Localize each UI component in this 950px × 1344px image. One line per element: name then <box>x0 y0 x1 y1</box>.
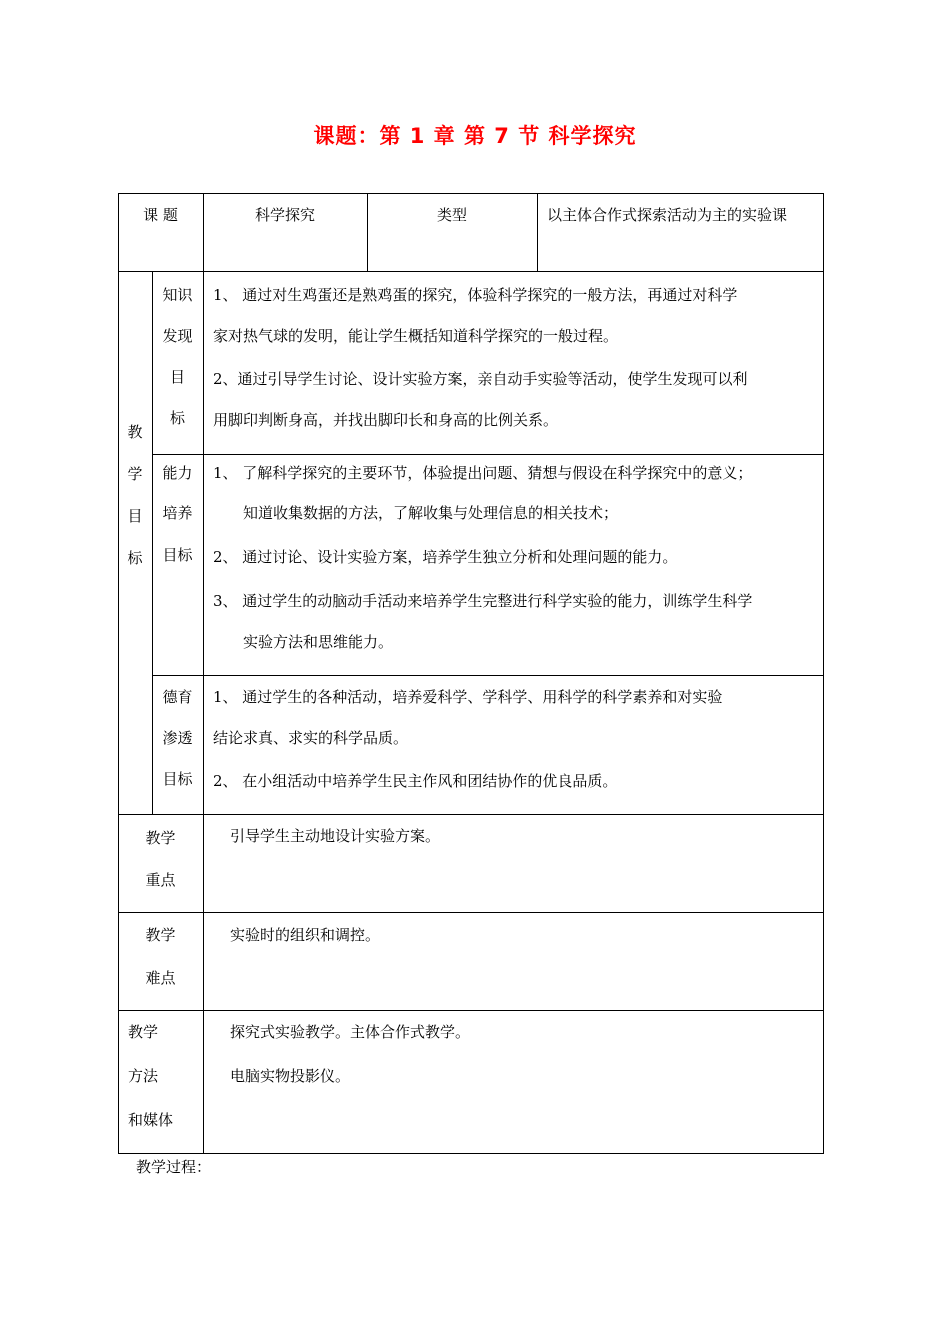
table-divider <box>152 454 824 455</box>
table-divider <box>537 193 538 272</box>
table-border-bottom <box>118 1153 824 1154</box>
knowledge-text-line: 2、通过引导学生讨论、设计实验方案，亲自动手实验等活动，使学生发现可以利 <box>213 370 748 388</box>
table-divider <box>203 271 204 1154</box>
moral-label-line: 渗透 <box>162 729 193 747</box>
process-label: 教学过程： <box>136 1158 212 1176</box>
type-value: 以主体合作式探索活动为主的实验课 <box>547 206 788 224</box>
ability-text-line: 知道收集数据的方法，了解收集与处理信息的相关技术； <box>243 504 619 522</box>
moral-text-line: 结论求真、求实的科学品质。 <box>213 729 409 747</box>
moral-text-line: 1、 通过学生的各种活动，培养爱科学、学科学、用科学的科学素养和对实验 <box>213 688 723 706</box>
goals-label-char: 标 <box>127 549 143 567</box>
focus-content: 引导学生主动地设计实验方案。 <box>230 827 441 845</box>
methods-label-line: 和媒体 <box>128 1111 174 1129</box>
table-divider <box>118 271 824 272</box>
knowledge-label-line: 目 <box>169 368 185 386</box>
table-border-top <box>118 193 824 194</box>
knowledge-label-line: 标 <box>169 409 185 427</box>
ability-label-line: 能力 <box>162 464 193 482</box>
ability-text-line: 3、 通过学生的动脑动手活动来培养学生完整进行科学实验的能力，训练学生科学 <box>213 592 753 610</box>
type-label: 类型 <box>436 206 467 224</box>
goals-label-char: 学 <box>127 465 143 483</box>
difficulty-label-line: 教学 <box>145 926 176 944</box>
topic-value: 科学探究 <box>254 206 315 224</box>
table-divider <box>118 912 824 913</box>
ability-label-line: 培养 <box>162 504 193 522</box>
moral-label-line: 目标 <box>162 770 193 788</box>
ability-text-line: 2、 通过讨论、设计实验方案，培养学生独立分析和处理问题的能力。 <box>213 548 678 566</box>
difficulty-label-line: 难点 <box>145 969 176 987</box>
methods-label-line: 方法 <box>128 1067 159 1085</box>
moral-label-line: 德育 <box>162 688 193 706</box>
methods-content-line: 电脑实物投影仪。 <box>230 1067 351 1085</box>
knowledge-label-line: 知识 <box>162 286 193 304</box>
knowledge-text-line: 1、 通过对生鸡蛋还是熟鸡蛋的探究，体验科学探究的一般方法，再通过对科学 <box>213 286 738 304</box>
table-border-right <box>823 193 824 1154</box>
difficulty-content: 实验时的组织和调控。 <box>230 926 381 944</box>
knowledge-text-line: 家对热气球的发明，能让学生概括知道科学探究的一般过程。 <box>213 327 619 345</box>
methods-label-line: 教学 <box>128 1023 159 1041</box>
topic-label: 课 题 <box>143 206 178 224</box>
table-divider <box>152 675 824 676</box>
table-divider <box>118 814 824 815</box>
ability-text-line: 实验方法和思维能力。 <box>243 633 394 651</box>
ability-text-line: 1、 了解科学探究的主要环节，体验提出问题、猜想与假设在科学探究中的意义； <box>213 464 753 482</box>
knowledge-label-line: 发现 <box>162 327 193 345</box>
focus-label-line: 重点 <box>145 871 176 889</box>
goals-label-char: 教 <box>127 423 143 441</box>
table-divider <box>118 1010 824 1011</box>
goals-label-char: 目 <box>127 507 143 525</box>
focus-label-line: 教学 <box>145 829 176 847</box>
knowledge-text-line: 用脚印判断身高，并找出脚印长和身高的比例关系。 <box>213 411 559 429</box>
page-title: 课题：第 1 章 第 7 节 科学探究 <box>313 124 637 148</box>
methods-content-line: 探究式实验教学。主体合作式教学。 <box>230 1023 471 1041</box>
table-border-left <box>118 193 119 1154</box>
ability-label-line: 目标 <box>162 546 193 564</box>
moral-text-line: 2、 在小组活动中培养学生民主作风和团结协作的优良品质。 <box>213 772 618 790</box>
